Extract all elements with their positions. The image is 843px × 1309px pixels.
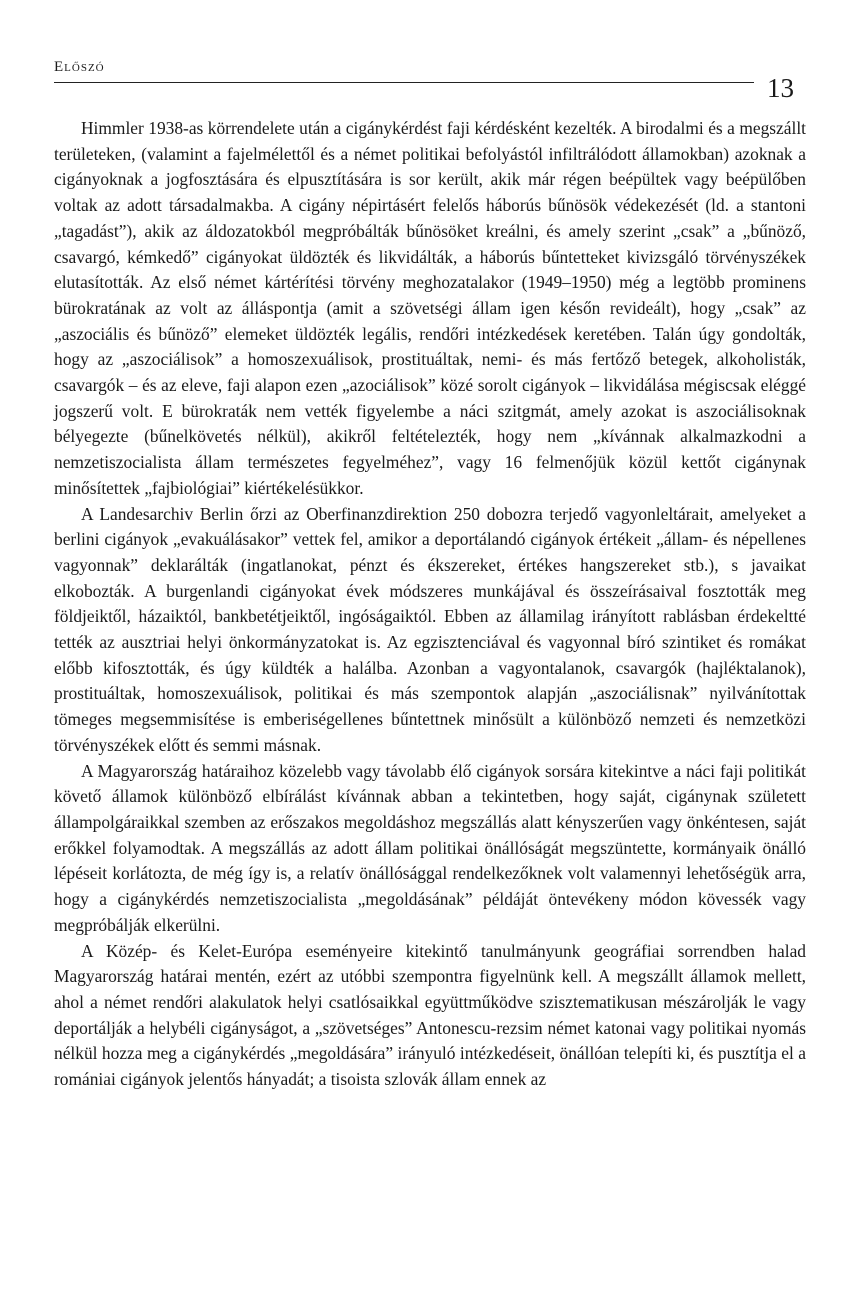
paragraph-1: Himmler 1938-as körrendelete után a cigánykérdést faji kérdésként kezelték. A birodalmi és a megszállt területeken, (valamint a fajelmélettől és a német politikai befolyástól infiltrálódott államokban) azoknak a cigányoknak a jogfosztására és elpusztítására is sor került, akik már régen beépültek vagy beépülőben voltak az adott társadalmakba. A cigány népirtásért felelős háborús bűnösök védekezését (ld. a stantoni „tagadást”), akik az áldozatokból megpróbálták bűnösöket kreálni, és amely szerint „csak” a „bűnöző, csavargó, kémkedő” cigányokat üldözték és likvidálták, a háborús bűntetteket kivizsgáló törvényszékek elutasították. Az első német kártérítési törvény meghozatalakor (1949–1950) még a legtöbb prominens bürokratának az volt az álláspontja (amit a szövetségi állam igen későn revideált), hogy „csak” az „aszociális és bűnöző” elemeket üldözték legális, rendőri intézkedések keretében. Talán úgy gondolták, hogy az „aszociálisok” a homoszexuálisok, prostituáltak, nemi- és más fertőző betegek, alkoholisták, csavargók – és az eleve, faji alapon ezen „azociálisok” közé sorolt cigányok – likvidálása mégiscsak eléggé jogszerű volt. E bürokraták nem vették figyelembe a náci szitgmát, amely azokat is aszociálisoknak bélyegezte (bűnelkövetés nélkül), akikről feltételezték, hogy nem „kívánnak alkalmazkodni a nemzetiszocialista állam természetes fegyelméhez”, vagy 16 felmenőjük közül kettőt cigánynak minősítettek „fajbiológiai” kiértékelésükkor.: [54, 118, 806, 498]
page-number: 13: [767, 73, 794, 103]
header-rule: [54, 82, 754, 83]
paragraph-4: A Közép- és Kelet-Európa eseményeire kitekintő tanulmányunk geográfiai sorrendben halad Magyarország határai mentén, ezért az utóbbi szempontra figyelnünk kell. A megszállt államok mellett, ahol a német rendőri alakulatok helyi csatlósaikkal együttműködve szisztematikusan mészárolják le vagy deportálják a helybéli cigányságot, a „szövetséges” Antonescu-rezsim német katonai vagy politikai nyomás nélkül hozza meg a cigánykérdés „megoldására” irányuló intézkedéseit, önállóan telepíti ki, és pusztítja el a romániai cigányok jelentős hányadát; a tisoista szlovák állam ennek az: [54, 940, 806, 1090]
running-head: [54, 58, 794, 103]
section-title: Előszó: [54, 59, 105, 75]
paragraph-3: A Magyarország határaihoz közelebb vagy távolabb élő cigányok sorsára kitekintve a náci faji politikát követő államok különböző elbírálást kívánnak abban a tekintetben, hogy saját, cigánynak született állampolgáraikkal szemben az erőszakos megoldáshoz megszállás alatt kényszerűen vagy önkéntesen, saját erőkkel folyamodtak. A megszállás az adott állam politikai önállóságát megszüntette, kormányaik önálló lépéseit korlátozta, de még így is, a relatív önállósággal rendelkezőknek volt valamennyi lehetőségük arra, hogy a cigánykérdés nemzetiszocialista „megoldásának” példáját öntevékeny módon kövessék vagy megpróbálják elkerülni.: [54, 760, 806, 935]
paragraph-2: A Landesarchiv Berlin őrzi az Oberfinanzdirektion 250 dobozra terjedő vagyonleltárait, amelyeket a berlini cigányok „evakuálásakor” vettek fel, amikor a deportálandó cigányok értékeit „állam- és népellenes vagyonnak” deklarálták (ingatlanokat, pénzt és ékszereket, értékes hangszereket stb.), s javaikat elkobozták. A burgenlandi cigányokat évek módszeres munkájával és összeírásaival fosztották meg földjeiktől, házaiktól, bankbetétjeiktől, ingóságaiktól. Ebben az államilag irányított rablásban érdekeltté tették az ausztriai helyi önkormányzatokat is. Az egzisztenciával és vagyonnal bíró szintiket és romákat előbb kifosztották, és úgy küldték a halálba. Azonban a vagyontalanok, csavargók (hajléktalanok), prostituáltak, homoszexuálisok, politikai és más szempontok alapján „aszociálisnak” nyilvánítottak tömeges megsemmisítése is emberiségellenes bűntettnek minősült a különböző nemzeti és nemzetközi törvényszékek előtt és semmi másnak.: [54, 503, 806, 755]
body-text: [54, 116, 806, 1093]
